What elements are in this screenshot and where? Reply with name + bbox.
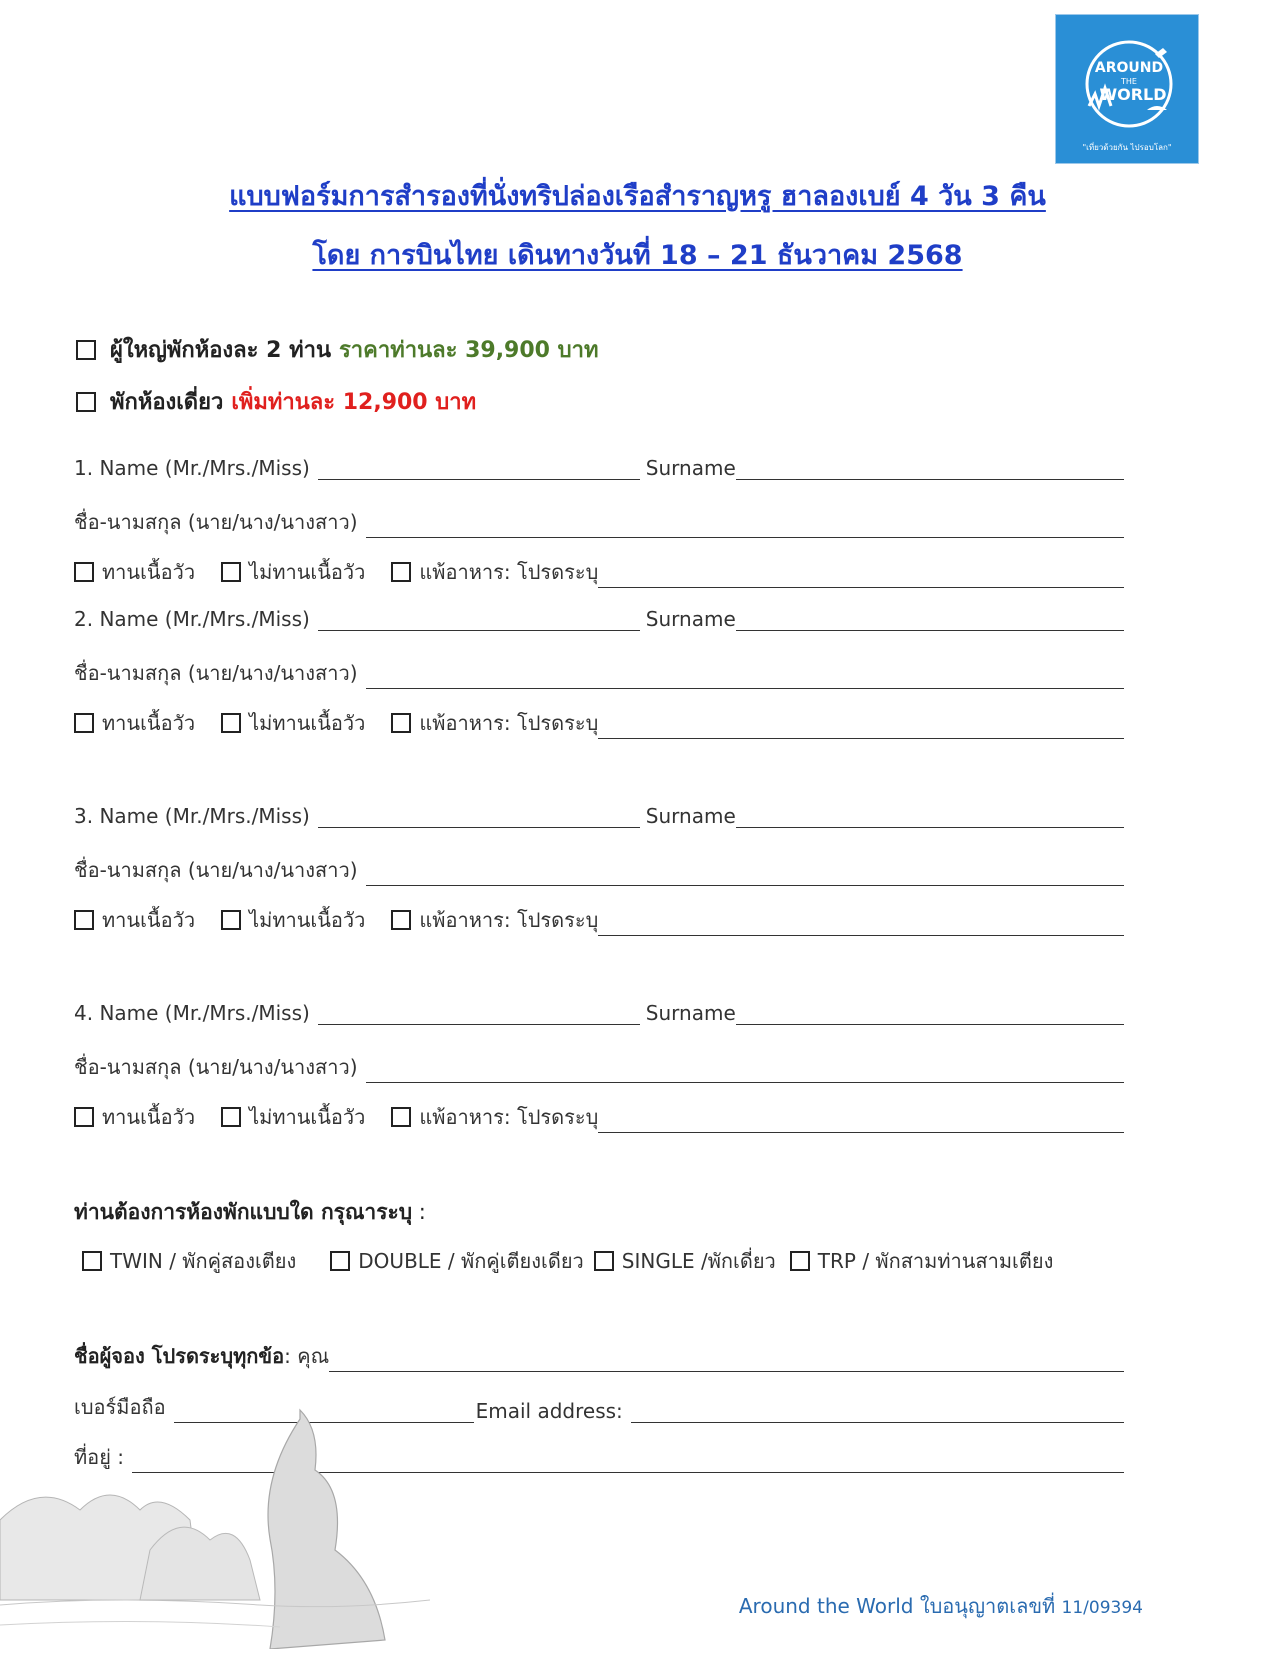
traveler-2-diet-row: ทานเนื้อวัว ไม่ทานเนื้อวัว แพ้อาหาร: โปรดระบุ xyxy=(74,707,1124,739)
name-field[interactable] xyxy=(318,612,640,631)
option-double-occupancy[interactable]: ผู้ใหญ่พักห้องละ 2 ท่าน ราคาท่านละ 39,900 บาท xyxy=(76,332,598,367)
room-type-heading: ท่านต้องการห้องพักแบบใด กรุณาระบุ : xyxy=(74,1200,426,1224)
svg-text:"เที่ยวด้วยกัน ไปรอบโลก": "เที่ยวด้วยกัน ไปรอบโลก" xyxy=(1082,143,1172,152)
form-subtitle: โดย การบินไทย เดินทางวันที่ 18 – 21 ธันวาคม 2568 xyxy=(312,240,963,271)
booker-contact-row: เบอร์มือถือ Email address: xyxy=(74,1391,1124,1423)
surname-field[interactable] xyxy=(736,809,1124,828)
allergy-field[interactable] xyxy=(598,1114,1124,1133)
allergy-field[interactable] xyxy=(598,917,1124,936)
traveler-3-thai-row: ชื่อ-นามสกุล (นาย/นาง/นางสาว) xyxy=(74,854,1124,886)
checkbox-double[interactable] xyxy=(330,1251,350,1271)
price-label: เพิ่มท่านละ 12,900 บาท xyxy=(231,390,477,415)
allergy-field[interactable] xyxy=(598,720,1124,739)
thai-name-field[interactable] xyxy=(366,867,1124,886)
footer-license: Around the World ใบอนุญาตเลขที่ 11/09394 xyxy=(738,1594,1143,1618)
halong-bay-sketch xyxy=(0,1400,430,1649)
surname-field[interactable] xyxy=(736,461,1124,480)
checkbox-no-beef[interactable] xyxy=(221,1107,241,1127)
form-title: แบบฟอร์มการสำรองที่นั่งทริปล่องเรือสำราญหรู ฮาลองเบย์ 4 วัน 3 คืน xyxy=(229,181,1046,212)
name-field[interactable] xyxy=(318,1006,640,1025)
checkbox[interactable] xyxy=(76,392,96,412)
checkbox-no-beef[interactable] xyxy=(221,562,241,582)
checkbox-twin[interactable] xyxy=(82,1251,102,1271)
thai-name-field[interactable] xyxy=(366,519,1124,538)
traveler-3-name-row: 3. Name (Mr./Mrs./Miss) Surname xyxy=(74,804,1124,828)
traveler-1-name-row: 1. Name (Mr./Mrs./Miss) Surname xyxy=(74,456,1124,480)
checkbox-single[interactable] xyxy=(594,1251,614,1271)
checkbox-no-beef[interactable] xyxy=(221,713,241,733)
checkbox-allergy[interactable] xyxy=(391,562,411,582)
company-logo xyxy=(1055,14,1199,164)
checkbox-eat-beef[interactable] xyxy=(74,1107,94,1127)
allergy-field[interactable] xyxy=(598,569,1124,588)
traveler-3-diet-row: ทานเนื้อวัว ไม่ทานเนื้อวัว แพ้อาหาร: โปรดระบุ xyxy=(74,904,1124,936)
checkbox-no-beef[interactable] xyxy=(221,910,241,930)
traveler-2-name-row: 2. Name (Mr./Mrs./Miss) Surname xyxy=(74,607,1124,631)
room-type-options: TWIN / พักคู่สองเตียง DOUBLE / พักคู่เตียงเดียว SINGLE /พักเดี่ยว TRP / พักสามท่านสามเตียง xyxy=(82,1245,1142,1277)
traveler-2-thai-row: ชื่อ-นามสกุล (นาย/นาง/นางสาว) xyxy=(74,657,1124,689)
booker-name-row: ชื่อผู้จอง โปรดระบุทุกข้อ : คุณ xyxy=(74,1340,1124,1372)
booker-address-row: ที่อยู่ : xyxy=(74,1441,1124,1473)
checkbox-eat-beef[interactable] xyxy=(74,910,94,930)
checkbox[interactable] xyxy=(76,340,96,360)
svg-text:AROUND: AROUND xyxy=(1094,60,1164,76)
booker-name-field[interactable] xyxy=(329,1353,1124,1372)
option-single-room[interactable]: พักห้องเดี่ยว เพิ่มท่านละ 12,900 บาท xyxy=(76,384,476,419)
surname-field[interactable] xyxy=(736,1006,1124,1025)
email-field[interactable] xyxy=(631,1404,1124,1423)
surname-field[interactable] xyxy=(736,612,1124,631)
checkbox-allergy[interactable] xyxy=(391,910,411,930)
name-field[interactable] xyxy=(318,461,640,480)
traveler-4-name-row: 4. Name (Mr./Mrs./Miss) Surname xyxy=(74,1001,1124,1025)
traveler-1-diet-row: ทานเนื้อวัว ไม่ทานเนื้อวัว แพ้อาหาร: โปรดระบุ xyxy=(74,556,1124,588)
checkbox-eat-beef[interactable] xyxy=(74,562,94,582)
traveler-4-thai-row: ชื่อ-นามสกุล (นาย/นาง/นางสาว) xyxy=(74,1051,1124,1083)
svg-text:WORLD: WORLD xyxy=(1099,85,1167,104)
traveler-4-diet-row: ทานเนื้อวัว ไม่ทานเนื้อวัว แพ้อาหาร: โปรดระบุ xyxy=(74,1101,1124,1133)
checkbox-trp[interactable] xyxy=(790,1251,810,1271)
traveler-1-thai-row: ชื่อ-นามสกุล (นาย/นาง/นางสาว) xyxy=(74,506,1124,538)
checkbox-allergy[interactable] xyxy=(391,713,411,733)
svg-text:THE: THE xyxy=(1121,77,1137,86)
price-label: ราคาท่านละ 39,900 บาท xyxy=(338,338,599,363)
checkbox-eat-beef[interactable] xyxy=(74,713,94,733)
name-field[interactable] xyxy=(318,809,640,828)
checkbox-allergy[interactable] xyxy=(391,1107,411,1127)
thai-name-field[interactable] xyxy=(366,1064,1124,1083)
thai-name-field[interactable] xyxy=(366,670,1124,689)
